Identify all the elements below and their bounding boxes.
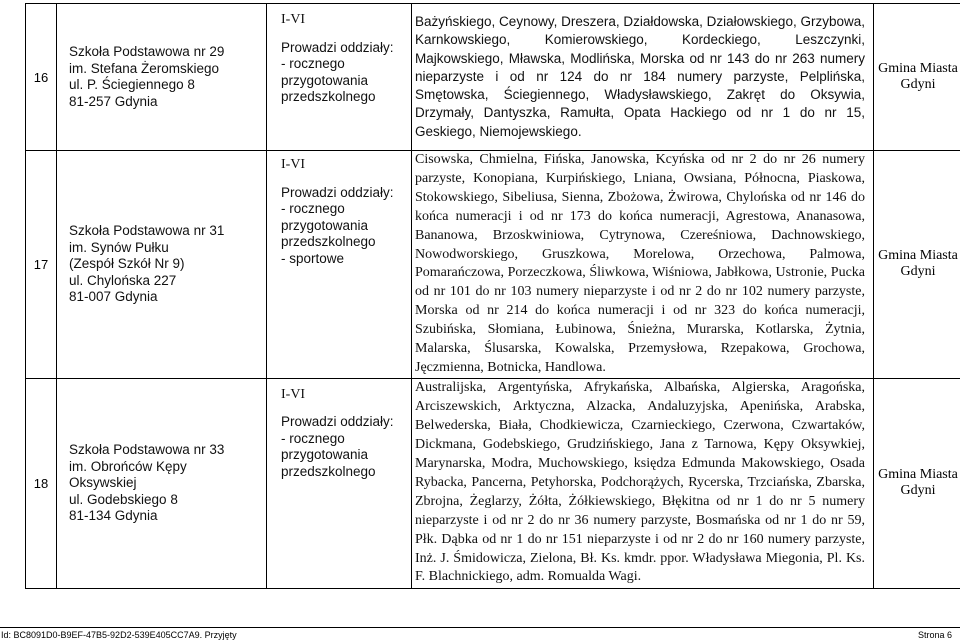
row-number: 18 [26,378,57,588]
table-row [26,378,960,588]
school-address: Szkoła Podstawowa nr 29 im. Stefana Żeromskiego ul. P. Ściegiennego 8 81-257 Gdynia [57,4,267,151]
municipality: Gmina Miasta Gdyni [874,4,960,151]
classes-range: I-VI [281,386,306,402]
classes-info: I-VI Prowadzi oddziały: - rocznego przygotowania przedszkolnego [267,4,412,151]
classes-info: I-VI Prowadzi oddziały: - rocznego przygotowania przedszkolnego - sportowe [267,151,412,379]
streets-list: Cisowska, Chmielna, Fińska, Janowska, Kcyńska od nr 2 do nr 26 numery parzyste, Konopiana, Kurpińskiego, Lniana, Owsiana, Północna, Piaskowa, Stokowskiego, Sibeliusa, Sienna, Zbożowa, Żwirowa, Chylońska od nr 146 do końca numeracji i od nr 173 do końca numeracji, Agrestowa, Ananasowa, Bananowa, Brzoskwiniowa, Cytrynowa, Czereśniowa, Dachnowskiego, Nowodworskiego, Gruszkowa, Morelowa, Orzechowa, Palmowa, Pomarańczowa, Porzeczkowa, Śliwkowa, Wiśniowa, Jabłkowa, Ustronie, Pucka od nr 101 do nr 103 numery nieparzyste i od nr 2 do nr 102 numery parzyste, Morska od nr 214 do końca numeracji i od nr 323 do końca numeracji, Szubińska, Słomiana, Łubinowa, Śnieżna, Murarska, Kotlarska, Żytnia, Malarska, Ślusarska, Kowalska, Przemysłowa, Rzepakowa, Grochowa, Jęczmienna, Botnicka, Handlowa. [412,151,874,379]
classes-info: I-VI Prowadzi oddziały: - rocznego przygotowania przedszkolnego [267,378,412,588]
page-number: Strona 6 [917,630,952,640]
table-row [26,151,960,379]
classes-range: I-VI [281,157,306,172]
streets-list: Australijska, Argentyńska, Afrykańska, Albańska, Algierska, Aragońska, Arciszewskich, Arktyczna, Alzacka, Andaluzyjska, Apenińska, Arabska, Belwederska, Biała, Chodkiewicza, Czarnieckiego, Czerwona, Czwartaków, Dickmana, Godebskiego, Grudzińskiego, Jana z Tarnowa, Kępy Oksywkiej, Marynarska, Modra, Muchowskiego, księdza Edmunda Makowskiego, Osada Rybacka, Pancerna, Petyhorska, Podchorążych, Rycerska, Trzciańska, Zbarska, Zbrojna, Żeglarzy, Żółta, Żółkiewskiego, Błękitna od nr 1 do nr 5 numery nieparzyste i od nr 2 do nr 36 numery parzyste, Bosmańska od nr 1 do nr 59, Płk. Dąbka od nr 1 do nr 151 nieparzyste i od nr 2 do nr 160 numery parzyste, Inż. J. Śmidowicza, Zielona, Bł. Ks. kmdr. ppor. Władysława Miegonia, Pl. Ks. F. Blachnickiego, adm. Romualda Wagi. [412,378,874,588]
municipality: Gmina Miasta Gdyni [874,151,960,379]
document-id: Id: BC8091D0-B9EF-47B5-92D2-539E405CC7A9. Przyjęty [1,630,237,640]
classes-range: I-VI [281,12,306,27]
table-row [26,4,960,151]
school-address: Szkoła Podstawowa nr 33 im. Obrońców Kępy Oksywskiej ul. Godebskiego 8 81-134 Gdynia [57,378,267,588]
row-number: 16 [26,4,57,151]
municipality: Gmina Miasta Gdyni [874,378,960,588]
school-address: Szkoła Podstawowa nr 31 im. Synów Pułku (Zespół Szkół Nr 9) ul. Chylońska 227 81-007 Gdynia [57,151,267,379]
page-footer [0,627,960,642]
row-number: 17 [26,151,57,379]
streets-list: Bażyńskiego, Ceynowy, Dreszera, Działdowska, Działowskiego, Grzybowa, Karnkowskiego, Komierowskiego, Kordeckiego, Leszczynki, Majkowskiego, Mławska, Modlińska, Morska od nr 143 do nr 263 numery nieparzyste i od nr 124 do nr 184 numery parzyste, Pelplińska, Smętowska, Ściegiennego, Władysławskiego, Zakręt do Oksywia, Drzymały, Dantyszka, Ramułta, Opata Hackiego od nr 1 do nr 15, Geskiego, Niemojewskiego. [412,4,874,151]
schools-table [25,3,960,589]
